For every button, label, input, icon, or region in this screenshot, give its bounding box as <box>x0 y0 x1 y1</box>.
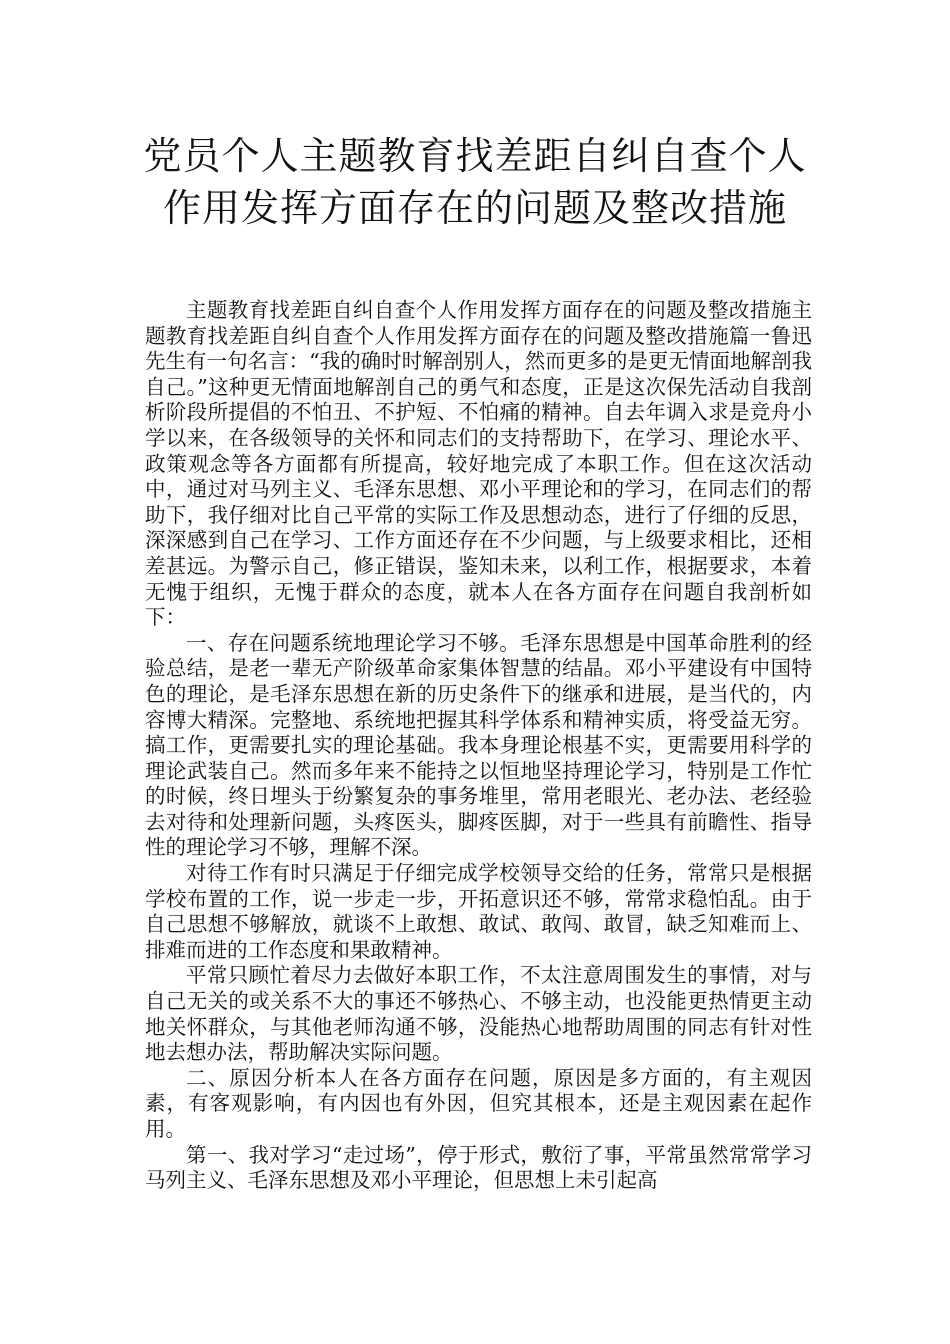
document-body <box>145 298 812 1194</box>
paragraph-5: 二、原因分析本人在各方面存在问题，原因是多方面的，有主观因素，有客观影响，有内因也有外因，但究其根本，还是主观因素在起作用。 <box>145 1065 812 1141</box>
paragraph-1: 主题教育找差距自纠自查个人作用发挥方面存在的问题及整改措施主题教育找差距自纠自查个人作用发挥方面存在的问题及整改措施篇一鲁迅先生有一句名言：“我的确时时解剖别人，然而更多的是更无情面地解剖我自己。”这种更无情面地解剖自己的勇气和态度，正是这次保先活动自我剖析阶段所提倡的不怕丑、不护短、不怕痛的精神。自去年调入求是竞舟小学以来，在各级领导的关怀和同志们的支持帮助下，在学习、理论水平、政策观念等各方面都有所提高，较好地完成了本职工作。但在这次活动中，通过对马列主义、毛泽东思想、邓小平理论和的学习，在同志们的帮助下，我仔细对比自己平常的实际工作及思想动态，进行了仔细的反思，深深感到自己在学习、工作方面还存在不少问题，与上级要求相比，还相差甚远。为警示自己，修正错误，鉴知未来，以利工作，根据要求，本着无愧于组织，无愧于群众的态度，就本人在各方面存在问题自我剖析如下： <box>145 298 812 630</box>
paragraph-6: 第一、我对学习“走过场”，停于形式，敷衍了事，平常虽然常常学习马列主义、毛泽东思想及邓小平理论，但思想上未引起高 <box>145 1142 812 1193</box>
document-title <box>120 130 830 234</box>
paragraph-4: 平常只顾忙着尽力去做好本职工作，不太注意周围发生的事情，对与自己无关的或关系不大的事还不够热心、不够主动，也没能更热情更主动地关怀群众，与其他老师沟通不够，没能热心地帮助周围的同志有针对性地去想办法，帮助解决实际问题。 <box>145 963 812 1065</box>
title-line-2: 作用发挥方面存在的问题及整改措施 <box>162 186 787 230</box>
title-line-1: 党员个人主题教育找差距自纠自查个人 <box>143 134 807 178</box>
paragraph-3: 对待工作有时只满足于仔细完成学校领导交给的任务，常常只是根据学校布置的工作，说一步走一步，开拓意识还不够，常常求稳怕乱。由于自己思想不够解放，就谈不上敢想、敢试、敢闯、敢冒，缺乏知难而上、排难而进的工作态度和果敢精神。 <box>145 861 812 962</box>
paragraph-2: 一、存在问题系统地理论学习不够。毛泽东思想是中国革命胜利的经验总结，是老一辈无产阶级革命家集体智慧的结晶。邓小平建设有中国特色的理论，是毛泽东思想在新的历史条件下的继承和进展，是当代的，内容博大精深。完整地、系统地把握其科学体系和精神实质，将受益无穷。搞工作，更需要扎实的理论基础。我本身理论根基不实，更需要用科学的理论武装自己。然而多年来不能持之以恒地坚持理论学习，特别是工作忙的时候，终日埋头于纷繁复杂的事务堆里，常用老眼光、老办法、老经验去对待和处理新问题，头疼医头，脚疼医脚，对于一些具有前瞻性、指导性的理论学习不够，理解不深。 <box>145 630 812 860</box>
